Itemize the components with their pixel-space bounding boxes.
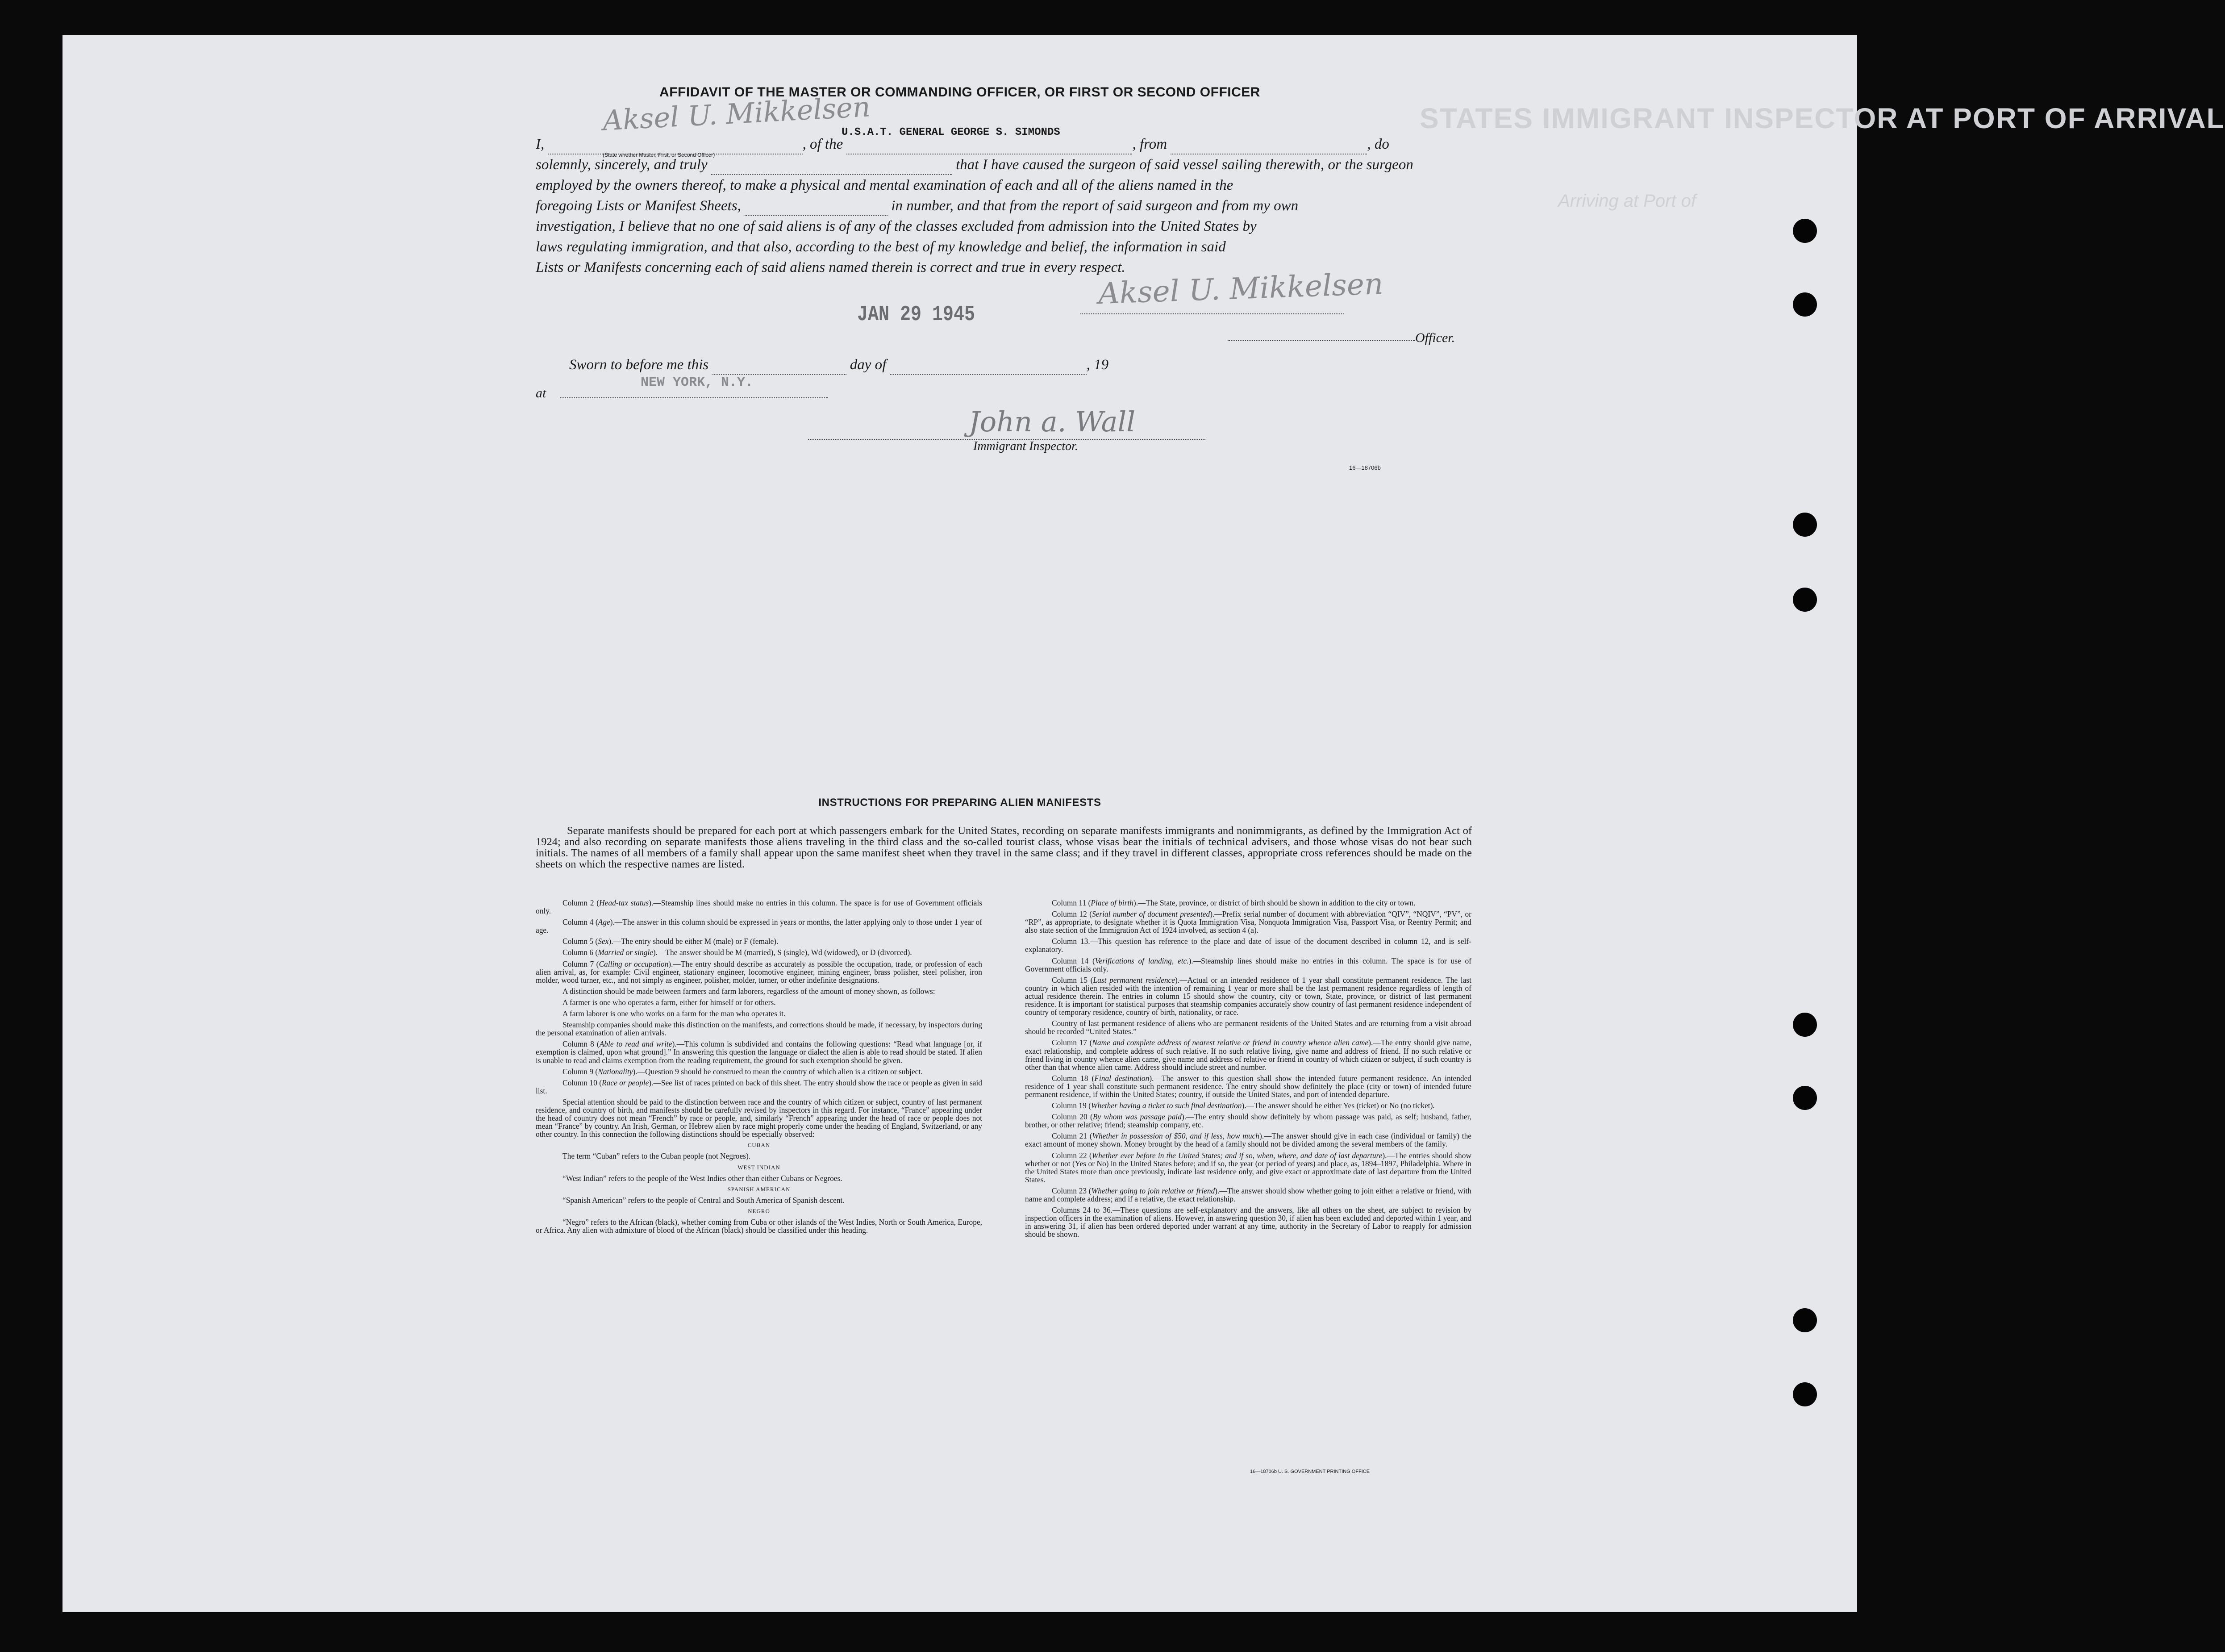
instruction-text: “West Indian” refers to the people of the West Indies other than either Cubans or Negroes. <box>562 1173 842 1183</box>
instruction-paragraph <box>536 918 982 934</box>
instruction-paragraph <box>536 1010 982 1018</box>
instruction-heading: SPANISH AMERICAN <box>727 1185 791 1193</box>
instruction-lead: Column 11 ( <box>1052 898 1091 907</box>
at-label: at <box>536 386 546 400</box>
affidavit-line-6: laws regulating immigration, and that also, according to the best of my knowledge and belief, the information in said <box>536 239 1226 255</box>
sworn-line: Sworn to before me this day of , 19 <box>569 355 1507 375</box>
form-number: 16—18706b <box>1349 464 1381 471</box>
instruction-lead: Column 9 ( <box>562 1067 598 1076</box>
affidavit-i: I, <box>536 136 545 152</box>
instruction-paragraph <box>1025 1039 1471 1071</box>
instruction-paragraph <box>1025 1074 1471 1098</box>
instruction-text: Steamship companies should make this distinction on the manifests, and corrections should be made, if necessary, by inspectors during the personal examination of alien arrivals. <box>536 1020 982 1038</box>
instructions-left-column <box>536 899 982 1237</box>
instruction-lead: Column 21 ( <box>1052 1131 1092 1141</box>
vessel-name: U.S.A.T. GENERAL GEORGE S. SIMONDS <box>842 126 1060 138</box>
instruction-text: Country of last permanent residence of aliens who are permanent residents of the United States and are returning from a visit abroad should be recorded “United States.” <box>1025 1019 1471 1036</box>
binder-hole <box>1793 292 1817 317</box>
affidavit-do: , do <box>1367 136 1389 152</box>
instruction-lead: Column 18 ( <box>1052 1073 1095 1083</box>
instruction-lead: Column 6 ( <box>562 948 598 957</box>
instruction-lead: Column 10 ( <box>562 1078 602 1087</box>
instruction-text: Special attention should be paid to the distinction between race and the country of which citizen or subject, country of last permanent residence, and country of birth, and manifests should be carefully revised by inspectors in this regard. For instance, “France” appearing under the head of country does not mean “French” by race or people, and, similarly “French” appearing under the head of race or people does not mean “France” by country. An Irish, German, or Hebrew alien by race might properly come under the heading of England, Switzerland, or any other country. In this connection the following distinctions should be especially observed: <box>536 1097 982 1139</box>
instruction-column-name: Last permanent residence <box>1093 975 1175 985</box>
instruction-column-name: Sex <box>598 937 609 946</box>
instruction-paragraph <box>536 1098 982 1138</box>
instruction-paragraph <box>536 1079 982 1095</box>
instruction-text: “Negro” refers to the African (black), whether coming from Cuba or other islands of the West Indies, North or South America, Europe, or Africa. Any alien with admixture of blood of the African (black) should be classified under this heading. <box>536 1218 982 1235</box>
instruction-paragraph <box>1025 1132 1471 1148</box>
bleed-through-date-label: Arriving at Port of <box>1558 191 1696 211</box>
instruction-lead: Column 8 ( <box>562 1039 600 1049</box>
instruction-heading: CUBAN <box>747 1142 771 1149</box>
instruction-paragraph <box>536 937 982 945</box>
instruction-text: ).—The entry should be either M (male) or F (female). <box>608 937 779 946</box>
date-stamp: JAN 29 1945 <box>857 303 975 327</box>
instruction-lead: Column 7 ( <box>562 959 599 968</box>
instruction-paragraph <box>1025 1206 1471 1238</box>
instruction-paragraph <box>1025 1019 1471 1035</box>
instruction-text: ).—The entry should give name, exact relationship, and complete address of such relative. If no such relative living, give name and address of friend. If no such relative or friend living in country whence alien came, give name and address of relative or friend in country of which citizen or subject, if such country is other than that whence alien came. Address should include street and number. <box>1025 1038 1471 1072</box>
instruction-heading: WEST INDIAN <box>738 1164 780 1171</box>
instructions-title: INSTRUCTIONS FOR PREPARING ALIEN MANIFESTS <box>818 797 1101 809</box>
instruction-lead: Column 5 ( <box>562 937 598 946</box>
instruction-paragraph <box>536 1040 982 1064</box>
instructions-footer: 16—18706b U. S. GOVERNMENT PRINTING OFFICE <box>1250 1469 1370 1474</box>
officer-signature-line-1 <box>1080 313 1344 314</box>
instruction-column-name: Verifications of landing, etc. <box>1095 956 1189 965</box>
instructions-right-column <box>1025 899 1471 1241</box>
instruction-text: ).—Prefix serial number of document with abbreviation “QIV”, “NQIV”, “PV”, or “RP”, as appropriate, to designate whether it is Quota Immigration Visa, Nonquota Immigration Visa, Passport Visa, or Reentry Permit; and also state section of the Immigration Act of 1924 involved, as section 4 (a). <box>1025 909 1472 935</box>
instruction-text: ).—The answer should show whether going to join either a relative or friend, with name and complete address; and if a relative, the exact relationship. <box>1025 1186 1472 1203</box>
instruction-paragraph <box>1025 910 1471 934</box>
instruction-paragraph <box>536 987 982 995</box>
instruction-text: ).—Actual or an intended residence of 1 year shall constitute permanent residence. The last country in which alien resided with the intention of remaining 1 year or more shall be the last permanent residence regardless of length of actual residence therein. The entries in column 15 should show the country, city or town, State, province, or district of last permanent residence. It is important for statistical purposes that steamship companies accurately show country of last permanent residence independent of country of temporary residence, country of birth, nationality, or race. <box>1025 975 1471 1017</box>
instruction-column-name: Able to read and write <box>599 1039 672 1049</box>
instruction-paragraph <box>1025 1113 1471 1129</box>
instruction-paragraph <box>536 899 982 915</box>
inspector-label: Immigrant Inspector. <box>973 439 1078 453</box>
instruction-paragraph <box>1025 937 1471 953</box>
affidavit-of-the: , of the <box>802 136 843 152</box>
instruction-column-name: Race or people <box>602 1078 649 1087</box>
instruction-paragraph <box>1025 1187 1471 1203</box>
instruction-lead: Column 14 ( <box>1052 956 1095 965</box>
instruction-lead: Column 23 ( <box>1052 1186 1092 1195</box>
instruction-lead: Column 12 ( <box>1052 909 1092 919</box>
affidavit-line-5: investigation, I believe that no one of said aliens is of any of the classes excluded from admission into the United States by <box>536 218 1257 234</box>
affidavit-line-4: foregoing Lists or Manifest Sheets, in number, and that from the report of said surgeon and from my own <box>536 196 1473 216</box>
instruction-text: ).—Steamship lines should make no entries in this column. The space is for use of Government officials only. <box>536 898 983 916</box>
instruction-column-name: Calling or occupation <box>599 959 669 968</box>
instruction-heading: NEGRO <box>748 1207 770 1214</box>
instruction-column-name: Head-tax status <box>599 898 649 907</box>
binder-hole <box>1793 1382 1817 1406</box>
place-stamp: NEW YORK, N.Y. <box>641 375 754 390</box>
binder-hole <box>1793 219 1817 243</box>
instruction-text: ).—The entry should show definitely by whom passage was paid, as self; husband, father, brother, or other relative; friend; steamship company, etc. <box>1025 1112 1472 1130</box>
instruction-paragraph <box>1025 957 1471 973</box>
bleed-through-header: STATES IMMIGRANT INSPECTOR AT PORT OF ARRIVAL <box>1420 102 2225 134</box>
instruction-text: ).—This column is subdivided and contains the following questions: “Read what language [or, if exemption is claimed, upon what ground].” In answering this question the language or dialect the alien is able to read should be stated. If alien is unable to read and claims exemption from the reading requirement, the ground for such exemption should be given. <box>536 1039 982 1065</box>
instruction-text: ).—The State, province, or district of birth should be shown in addition to the city or town. <box>1133 898 1416 907</box>
instruction-lead: Column 19 ( <box>1052 1101 1091 1110</box>
binder-hole <box>1793 1013 1817 1037</box>
manifest-sheet <box>62 35 2225 1612</box>
instruction-column-name: Final destination <box>1094 1073 1150 1083</box>
instruction-lead: Column 17 ( <box>1052 1038 1092 1047</box>
instruction-text: A distinction should be made between farmers and farm laborers, regardless of the amount of money shown, as follows: <box>562 986 935 996</box>
instruction-paragraph <box>536 998 982 1006</box>
officer-signature-top: Aksel U. Mikkelsen <box>602 90 871 137</box>
instruction-text: ).—The entry should describe as accurately as possible the occupation, trade, or profession of each alien arrival, as, for example: Civil engineer, stationary engineer, locomotive engineer, mining engineer, brass polisher, steel polisher, iron molder, wood turner, etc., and not simply as engineer, polisher, molder, turner, or other indefinite designations. <box>536 959 982 985</box>
instruction-paragraph <box>536 960 982 984</box>
instruction-lead: Column 22 ( <box>1052 1151 1092 1160</box>
affidavit-line-3: employed by the owners thereof, to make a physical and mental examination of each and all of the aliens named in the <box>536 177 1233 193</box>
instruction-text: ).—The entries should show whether or not (Yes or No) in the United States before; and if so, the year (or period of years) and place, as, 1894–1897, Philadelphia. Where in the United States more than once previously, indicate last residence only, and give exact or approximate date of last departure from the United States. <box>1025 1151 1472 1184</box>
instruction-text: Column 13.—This question has reference to the place and date of issue of the document described in column 12, and is self-explanatory. <box>1025 937 1471 954</box>
instruction-paragraph <box>536 1218 982 1234</box>
binder-hole <box>1793 1086 1817 1110</box>
instruction-column-name: Whether in possession of $50, and if less, how much <box>1092 1131 1259 1141</box>
officer-label: Officer. <box>1415 330 1455 345</box>
binder-hole <box>1793 513 1817 537</box>
instruction-text: The term “Cuban” refers to the Cuban people (not Negroes). <box>562 1151 751 1161</box>
binder-hole <box>1793 588 1817 612</box>
instruction-column-name: Name and complete address of nearest relative or friend in country whence alien came <box>1092 1038 1369 1047</box>
instruction-text: ).—See list of races printed on back of this sheet. The entry should show the race or people as given in said list. <box>536 1078 983 1095</box>
place-line <box>560 397 828 398</box>
instruction-paragraph <box>536 1021 982 1037</box>
officer-rank-note: (State whether Master, First, or Second Officer) <box>603 152 715 158</box>
instruction-text: ).—The answer should give in each case (individual or family) the exact amount of money shown. Money brought by the head of a family should not be divided among the several members of the family. <box>1025 1131 1472 1149</box>
instruction-text: ).—Question 9 should be construed to mean the country of which alien is a citizen or subject. <box>633 1067 923 1076</box>
affidavit-title: AFFIDAVIT OF THE MASTER OR COMMANDING OFFICER, OR FIRST OR SECOND OFFICER <box>659 85 1260 100</box>
instruction-column-name: Married or single <box>598 948 653 957</box>
instruction-column-name: Whether going to join relative or friend <box>1091 1186 1215 1195</box>
instruction-lead: Column 15 ( <box>1052 975 1093 985</box>
instruction-paragraph <box>1025 1101 1471 1110</box>
instruction-lead: Column 4 ( <box>562 918 598 927</box>
instruction-text: ).—The answer to this question shall show the intended future permanent residence. An intended residence of 1 year shall constitute such permanent residence. The entry should show definitely the place (city or town) of intended future permanent residence, if within the United States; country, if outside the United States, and port of intended departure. <box>1025 1073 1471 1099</box>
inspector-signature: John a. Wall <box>969 405 1136 438</box>
instruction-column-name: Whether having a ticket to such final destination <box>1091 1101 1242 1110</box>
instruction-text: Columns 24 to 36.—These questions are self-explanatory and the answers, like all others on the sheet, are subject to revision by inspection officers in the examination of aliens. However, in answering question 30, if alien has been excluded and deported within 1 year, and in answering 31, if alien has been ordered deported under warrant at any time, authority in the Secretary of Labor to reapply for admission should be shown. <box>1025 1206 1471 1239</box>
instruction-text: ).—Steamship lines should make no entries in this column. The space is for use of Government officials only. <box>1025 956 1471 973</box>
binder-hole <box>1793 1308 1817 1332</box>
affidavit-from: , from <box>1132 136 1167 152</box>
instructions-intro: Separate manifests should be prepared for each port at which passengers embark for the United States, recording on separate manifests immigrants and nonimmigrants, as defined by the Immigration Act of 1924; and also recording on separate manifests those aliens traveling in the third class and the so-called tourist class, whose visas bear the initials of technical advisers, and those whose visas do not bear such initials. The names of all members of a family shall appear upon the same manifest sheet when they travel in the same class; and if they travel in different classes, appropriate cross references should be made on the sheets on which the respective names are listed. <box>536 825 1472 870</box>
instruction-paragraph <box>536 1174 982 1182</box>
affidavit-line-2: solemnly, sincerely, and truly that I have caused the surgeon of said vessel sailing therewith, or the surgeon <box>536 154 1473 175</box>
instruction-column-name: Nationality <box>598 1067 633 1076</box>
instruction-paragraph <box>1025 1151 1471 1184</box>
instruction-text: ).—The answer in this column should be expressed in years or months, the latter applying only to those under 1 year of age. <box>536 918 982 935</box>
instruction-column-name: By whom was passage paid <box>1092 1112 1182 1122</box>
instruction-text: ).—The answer should be M (married), S (single), Wd (widowed), or D (divorced). <box>653 948 912 957</box>
instruction-paragraph <box>1025 976 1471 1016</box>
officer-signature: Aksel U. Mikkelsen <box>1097 266 1384 311</box>
instruction-text: A farm laborer is one who works on a farm for the man who operates it. <box>562 1009 786 1018</box>
instruction-column-name: Place of birth <box>1091 898 1133 907</box>
instruction-column-name: Whether ever before in the United States; and if so, when, where, and date of last departure <box>1092 1151 1383 1160</box>
instruction-text: ).—The answer should be either Yes (ticket) or No (no ticket). <box>1242 1101 1435 1110</box>
affidavit-line-7: Lists or Manifests concerning each of said aliens named therein is correct and true in every respect. <box>536 259 1125 275</box>
instruction-paragraph <box>536 948 982 956</box>
instruction-paragraph <box>536 1196 982 1204</box>
instruction-column-name: Serial number of document presented <box>1092 909 1210 919</box>
instruction-text: “Spanish American” refers to the people of Central and South America of Spanish descent. <box>562 1195 845 1205</box>
officer-signature-line-2 <box>1228 340 1415 341</box>
instruction-paragraph <box>536 1152 982 1160</box>
instruction-paragraph <box>1025 899 1471 907</box>
instruction-lead: Column 2 ( <box>562 898 600 907</box>
instruction-lead: Column 20 ( <box>1052 1112 1093 1122</box>
instruction-paragraph <box>536 1068 982 1076</box>
instruction-text: A farmer is one who operates a farm, either for himself or for others. <box>562 997 776 1007</box>
instruction-column-name: Age <box>598 918 610 927</box>
